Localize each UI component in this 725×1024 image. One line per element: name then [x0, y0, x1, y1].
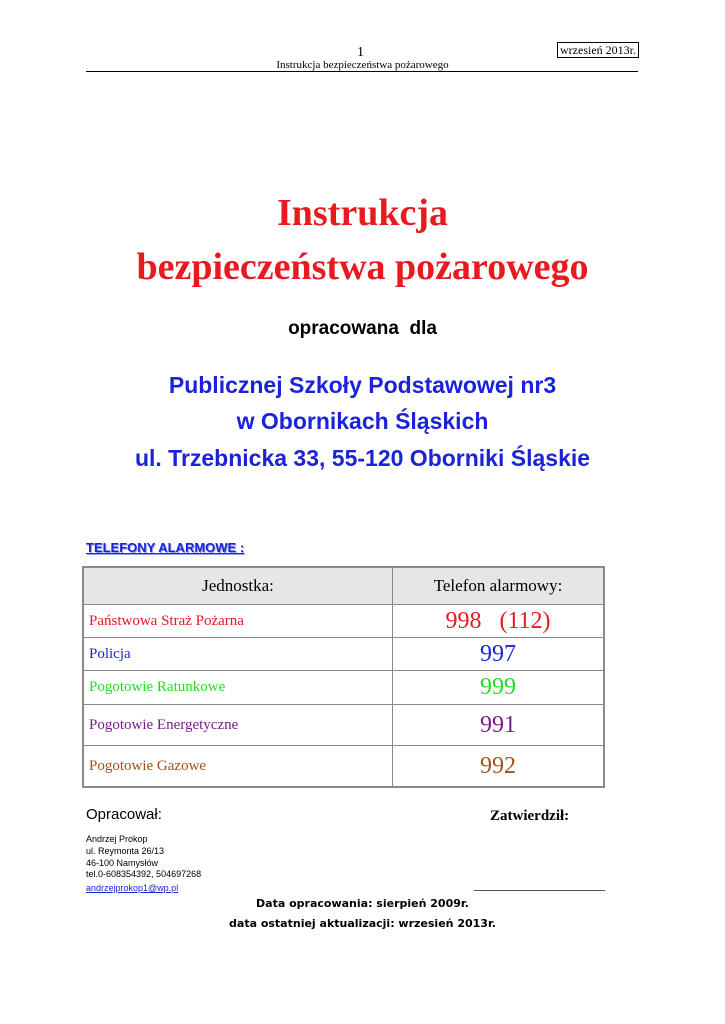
author-phone: tel.0-608354392, 504697268	[86, 869, 202, 879]
phone-number: 997	[393, 638, 605, 671]
phone-number: 991	[393, 705, 605, 746]
page-number: 1	[357, 45, 364, 60]
phone-number: 998 (112)	[393, 605, 605, 638]
school-town: w Obornikach Śląskich	[236, 408, 489, 434]
phone-number: 992	[393, 746, 605, 788]
prepared-for: opracowana dla	[288, 318, 437, 339]
unit-name: Policja	[83, 638, 393, 671]
signature-line	[474, 890, 605, 891]
header-rule	[86, 71, 638, 72]
table-row	[83, 746, 604, 788]
author-city: 46-100 Namysłów	[86, 858, 159, 868]
header-date: wrzesień 2013r.	[557, 42, 639, 58]
alarm-section-label: TELEFONY ALARMOWE :	[86, 540, 245, 555]
table-header-row	[83, 567, 604, 605]
table-row	[83, 705, 604, 746]
author-name: Andrzej Prokop	[86, 834, 148, 844]
table-row	[83, 671, 604, 705]
author-email-link[interactable]: andrzejprokop1@wp.pl	[86, 883, 179, 893]
column-header-unit: Jednostka:	[83, 567, 393, 605]
table-row	[83, 605, 604, 638]
table-row	[83, 638, 604, 671]
unit-name: Pogotowie Ratunkowe	[83, 671, 393, 705]
header-subtitle: Instrukcja bezpieczeństwa pożarowego	[276, 59, 449, 71]
column-header-phone: Telefon alarmowy:	[393, 567, 605, 605]
prepared-by-label: Opracował:	[86, 806, 162, 823]
update-date: data ostatniej aktualizacji: wrzesień 2013r.	[229, 917, 496, 930]
author-street: ul. Reymonta 26/13	[86, 846, 165, 856]
title-line-2: bezpieczeństwa pożarowego	[136, 246, 589, 288]
prepared-date: Data opracowania: sierpień 2009r.	[256, 897, 469, 910]
title-line-1: Instrukcja	[276, 192, 449, 234]
school-name: Publicznej Szkoły Podstawowej nr3	[168, 372, 557, 398]
unit-name: Pogotowie Energetyczne	[83, 705, 393, 746]
approved-label: Zatwierdził:	[490, 808, 570, 824]
unit-name: Pogotowie Gazowe	[83, 746, 393, 788]
unit-name: Państwowa Straż Pożarna	[83, 605, 393, 638]
phone-number: 999	[393, 671, 605, 705]
alarm-phones-table	[82, 566, 605, 788]
school-address: ul. Trzebnicka 33, 55-120 Oborniki Śląskie	[134, 445, 591, 471]
